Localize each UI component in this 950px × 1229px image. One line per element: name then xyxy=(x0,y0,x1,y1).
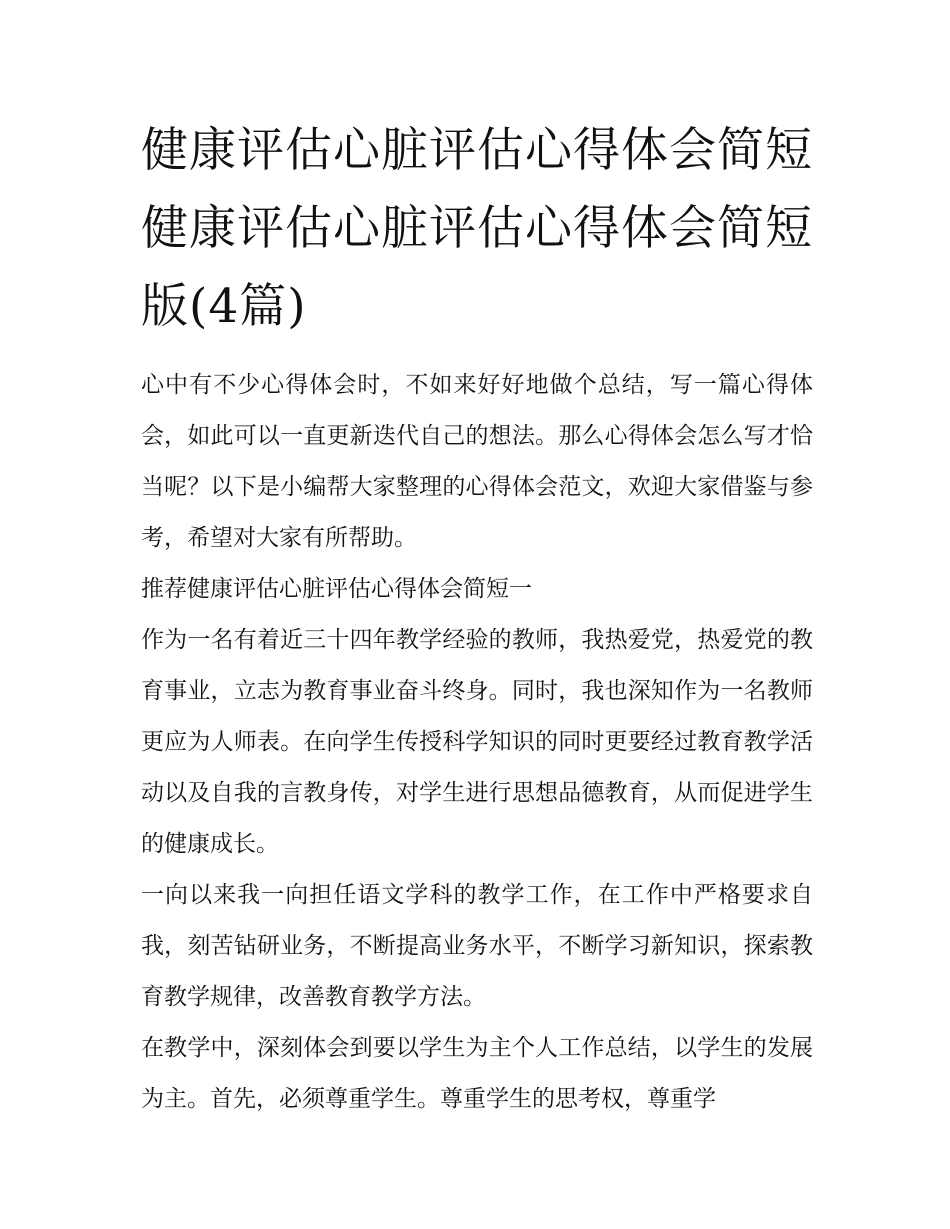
section-heading: 推荐健康评估心脏评估心得体会简短一 xyxy=(141,576,532,602)
body-paragraph: 作为一名有着近三十四年教学经验的教师，我热爱党，热爱党的教育事业，立志为教育事业奋斗终身。同时，我也深知作为一名教师更应为人师表。在向学生传授科学知识的同时更要经过教育教学活动以及自我的言教身传，对学生进行思想品德教育，从而促进学生的健康成长。 xyxy=(141,627,813,857)
body-paragraph: 一向以来我一向担任语文学科的教学工作，在工作中严格要求自我，刻苦钻研业务，不断提高业务水平，不断学习新知识，探索教育教学规律，改善教育教学方法。 xyxy=(141,882,813,1010)
document-title: 健康评估心脏评估心得体会简短 健康评估心脏评估心得体会简短版(4篇) xyxy=(141,123,813,334)
body-paragraph: 在教学中，深刻体会到要以学生为主个人工作总结，以学生的发展为主。首先，必须尊重学生。尊重学生的思考权，尊重学 xyxy=(141,1035,813,1112)
document-body xyxy=(141,112,813,1125)
intro-paragraph: 心中有不少心得体会时，不如来好好地做个总结，写一篇心得体会，如此可以一直更新迭代自己的想法。那么心得体会怎么写才恰当呢？以下是小编帮大家整理的心得体会范文，欢迎大家借鉴与参考，希望对大家有所帮助。 xyxy=(141,372,813,551)
